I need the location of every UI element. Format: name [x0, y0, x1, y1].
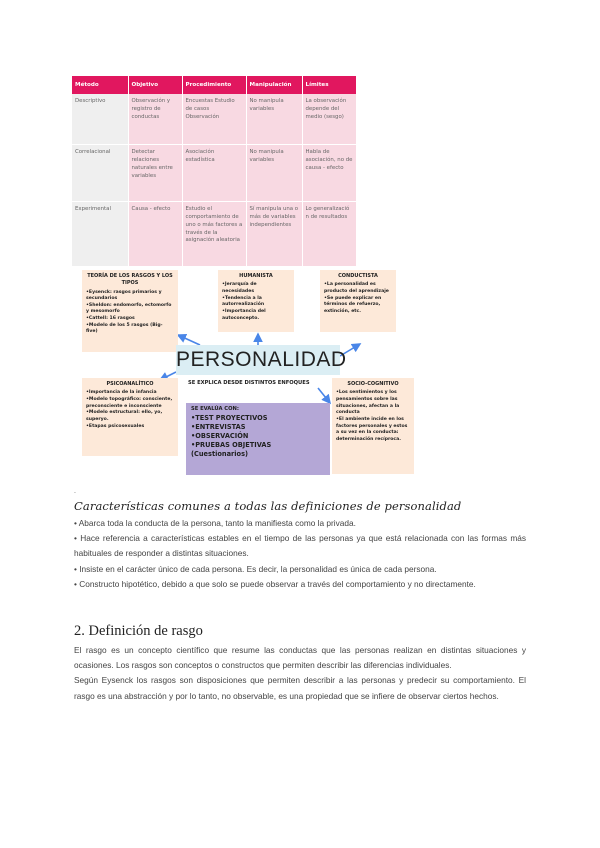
- box-title: PSICOANALÍTICO: [106, 381, 154, 387]
- paragraph: El rasgo es un concepto científico que resume las conductas que las personas realizan en distintas situaciones y ocasiones. Los rasgos son conceptos o constructos que permiten describir las diferencias individuales.: [74, 645, 526, 671]
- table-cell: Experimental: [72, 202, 128, 267]
- box-item: •Se puede explicar en términos de refuerzo, extinción, etc.: [324, 295, 382, 314]
- box-title: SOCIO-COGNITIVO: [347, 381, 399, 387]
- box-title: TEORÍA DE LOS RASGOS Y LOS TIPOS: [87, 273, 173, 287]
- table-cell: Observación y registro de conductas: [128, 94, 182, 145]
- table-cell: Detectar relaciones naturales entre variables: [128, 145, 182, 202]
- rasgo-paragraphs: [74, 643, 526, 704]
- table-cell: Causa - efecto: [128, 202, 182, 267]
- list-item: • Constructo hipotético, debido a que solo se puede observar a través del comportamiento y no directamente.: [74, 578, 476, 589]
- table-header-cell: Manipulación: [246, 76, 302, 94]
- box-rasgos: [82, 270, 178, 352]
- box-item: •Eysenck: rasgos primarios y secundarios: [86, 289, 162, 302]
- box-item: •Jerarquía de necesidades: [222, 282, 257, 294]
- map-subtitle: SE EXPLICA DESDE DISTINTOS ENFOQUES: [188, 380, 310, 386]
- table-header-cell: Procedimiento: [182, 76, 246, 94]
- box-conductista: [320, 270, 396, 332]
- box-item: •El ambiente incide en los factores personales y estos a su vez en la conducta: determinación recíproca.: [336, 416, 408, 442]
- evaluation-heading: SE EVALÚA CON:: [191, 406, 239, 412]
- box-item: •Etapas psicosexuales: [86, 423, 145, 429]
- table-header-cell: Límites: [302, 76, 356, 94]
- evaluation-box: [186, 403, 330, 475]
- box-item: •Importancia del autoconcepto.: [222, 308, 266, 321]
- table-cell: Sí manipula una o más de variables independientes: [246, 202, 302, 267]
- evaluation-item: •ENTREVISTAS: [191, 422, 246, 431]
- table-cell: No manipula variables: [246, 145, 302, 202]
- table-header-cell: Método: [72, 76, 128, 94]
- evaluation-item: •PRUEBAS OBJETIVAS (Cuestionarios): [191, 440, 272, 458]
- list-item: • Abarca toda la conducta de la persona, tanto la manifiesta como la privada.: [74, 518, 356, 528]
- box-item: •Importancia de la infancia: [86, 390, 157, 396]
- box-item: •Modelo estructural: ello, yo, superyo.: [86, 410, 163, 422]
- section-heading-rasgo: 2. Definición de rasgo: [74, 623, 203, 639]
- table-cell: Correlacional: [72, 145, 128, 202]
- box-item: •La personalidad es producto del aprendizaje: [324, 282, 389, 294]
- section-heading: Características comunes a todas las definiciones de personalidad: [74, 499, 462, 513]
- table-cell: Habla de asociación, no de causa - efecto: [302, 145, 356, 202]
- table-cell: La observación depende del medio (sesgo): [302, 94, 356, 145]
- paragraph: Según Eysenck los rasgos son disposiciones que permiten describir a las personas y predecir su comportamiento. El rasgo es una abstracción y por lo tanto, no observable, es una propiedad que se infiere de observar ciertos hechos.: [74, 675, 526, 701]
- table-cell: Descriptivo: [72, 94, 128, 145]
- list-item: • Insiste en el carácter único de cada persona. Es decir, la personalidad es única de cada persona.: [74, 563, 437, 574]
- box-item: •Los sentimientos y los pensamientos sobre las situaciones, afectan a la conducta: [336, 390, 400, 416]
- table-header-cell: Objetivo: [128, 76, 182, 94]
- stray-dot: .: [74, 488, 76, 495]
- box-sociocognitivo: [332, 378, 414, 474]
- table-cell: Asociación estadística: [182, 145, 246, 202]
- box-item: •Tendencia a la autorrealización: [222, 295, 265, 308]
- box-title: HUMANISTA: [239, 273, 273, 279]
- characteristics-list: [74, 516, 526, 592]
- box-item: •Modelo topográfico: consciente, preconsciente e inconsciente: [86, 396, 173, 409]
- table-cell: Encuestas Estudio de casos Observación: [182, 94, 246, 145]
- box-title: CONDUCTISTA: [338, 273, 378, 279]
- list-item: • Hace referencia a características estables en el tiempo de las personas ya que está relacionada con las formas más habituales de responder a distintas situaciones.: [74, 533, 526, 559]
- center-node: PERSONALIDAD: [176, 345, 340, 375]
- table-cell: Estudio el comportamiento de uno o más factores a través de la asignación aleatoria: [182, 202, 246, 267]
- table-cell: Lo generalizació n de resultados: [302, 202, 356, 267]
- box-item: •Modelo de los 5 rasgos (Big-five): [86, 322, 163, 335]
- arrow-sociocognitivo: [318, 388, 330, 403]
- box-humanista: [218, 270, 294, 332]
- evaluation-item: •OBSERVACIÓN: [191, 431, 249, 440]
- box-item: •Sheldon: endomorfo, ectomorfo y mesomorfo: [86, 302, 172, 315]
- box-psicoanalitico: [82, 378, 178, 456]
- arrow-rasgos: [178, 335, 200, 345]
- evaluation-item: •TEST PROYECTIVOS: [191, 414, 268, 423]
- table-cell: No manipula variables: [246, 94, 302, 145]
- box-item: •Cattell: 16 rasgos: [86, 316, 135, 322]
